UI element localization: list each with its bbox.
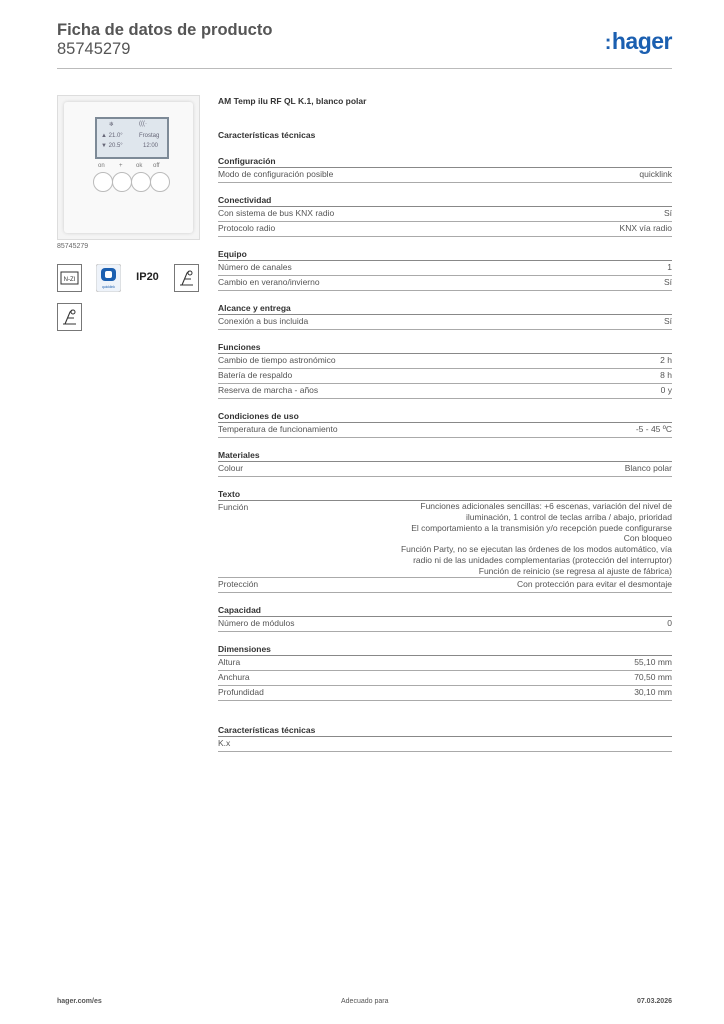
section-capacidad: Capacidad Número de módulos 0 [218, 605, 672, 632]
section-condiciones: Condiciones de uso Temperatura de funcionamiento -5 - 45 ºC [218, 411, 672, 438]
section-tech2: Características técnicas K.x [218, 725, 672, 752]
spec-row: K.x [218, 737, 672, 752]
spec-row: Temperatura de funcionamiento -5 - 45 ºC [218, 423, 672, 438]
footer-website: hager.com/es [57, 998, 102, 1005]
section-equipo: Equipo Número de canales 1 Cambio en verano/invierno Sí [218, 249, 672, 291]
device-button-ok [131, 172, 151, 192]
spec-row: Colour Blanco polar [218, 462, 672, 477]
header-divider [57, 68, 672, 69]
footer-center: Adecuado para [341, 998, 389, 1005]
spec-content [218, 96, 672, 752]
section-texto: Texto Función Funciones adicionales sencillas: +6 escenas, variación del nivel de iluminación, 1 control de teclas arriba / abajo, prioridad El comportamiento a la transmisión y/o recepción puede configurarse Con bloqueo Función Party, no se ejecutan las órdenes de los modos automático, vía radio ni de las unidades complementarias (protección del interruptor) Función de reinicio (se regresa al ajuste de fábrica) Protección Con protección para evitar el desmontaje [218, 489, 672, 593]
device-button-off [150, 172, 170, 192]
product-photo [57, 95, 200, 240]
spec-row: Conexión a bus incluida Sí [218, 315, 672, 330]
spec-row: Cambio de tiempo astronómico 2 h [218, 354, 672, 369]
spec-row: Protocolo radio KNX vía radio [218, 222, 672, 237]
svg-text:N-ZI: N-ZI [63, 277, 76, 283]
installer-icon [174, 264, 199, 292]
photo-caption: 85745279 [57, 243, 89, 250]
tester-icon [57, 264, 82, 292]
spec-row: Batería de respaldo 8 h [218, 369, 672, 384]
radio-icon: (((· [139, 121, 147, 127]
spec-row: Profundidad 30,10 mm [218, 686, 672, 701]
section-funciones: Funciones Cambio de tiempo astronómico 2 h Batería de respaldo 8 h Reserva de marcha - años 0 y [218, 342, 672, 399]
section-configuracion: Configuración Modo de configuración posible quicklink [218, 156, 672, 183]
spec-row: Reserva de marcha - años 0 y [218, 384, 672, 399]
product-number: 85745279 [57, 40, 131, 58]
spec-row: Protección Con protección para evitar el desmontaje [218, 578, 672, 593]
funcion-text: Funciones adicionales sencillas: +6 escenas, variación del nivel de iluminación, 1 control de teclas arriba / abajo, prioridad El comportamiento a la transmisión y/o recepción puede configurarse Con bloqueo Función Party, no se ejecutan las órdenes de los modos automático, vía radio ni de las unidades complementarias (protección del interruptor) Función de reinicio (se regresa al ajuste de fábrica) [400, 501, 672, 576]
ip20-icon: IP20 [135, 264, 160, 292]
section-dimensiones: Dimensiones Altura 55,10 mm Anchura 70,50 mm Profundidad 30,10 mm [218, 644, 672, 701]
hager-logo: :hager [604, 28, 672, 54]
spec-row: Número de módulos 0 [218, 617, 672, 632]
spec-row: Cambio en verano/invierno Sí [218, 276, 672, 291]
footer-date: 07.03.2026 [636, 998, 672, 1005]
tech-title: Características técnicas [218, 130, 316, 140]
svg-text:quicklink: quicklink [101, 285, 116, 289]
section-alcance: Alcance y entrega Conexión a bus incluida Sí [218, 303, 672, 330]
device-screen: ❄ (((· ▲ 21.0° ▼ 20.5° Frostag 12:00 [95, 117, 169, 159]
product-name: AM Temp ilu RF QL K.1, blanco polar [218, 96, 367, 106]
section-conectividad: Conectividad Con sistema de bus KNX radio Sí Protocolo radio KNX vía radio [218, 195, 672, 237]
page-header [57, 20, 672, 68]
snowflake-icon: ❄ [109, 122, 115, 128]
spec-row: Número de canales 1 [218, 261, 672, 276]
page-title: Ficha de datos de producto [57, 21, 273, 39]
device-render: ❄ (((· ▲ 21.0° ▼ 20.5° Frostag 12:00 on + ok off [64, 102, 193, 233]
installer-icon-2 [57, 303, 82, 331]
section-materiales: Materiales Colour Blanco polar [218, 450, 672, 477]
spec-row: Función Funciones adicionales sencillas: +6 escenas, variación del nivel de iluminación, 1 control de teclas arriba / abajo, prioridad El comportamiento a la transmisión y/o recepción puede configurarse Con bloqueo Función Party, no se ejecutan las órdenes de los modos automático, vía radio ni de las unidades complementarias (protección del interruptor) Función de reinicio (se regresa al ajuste de fábrica) [218, 501, 672, 576]
spec-row: Modo de configuración posible quicklink [218, 168, 672, 183]
spec-row: Anchura 70,50 mm [218, 671, 672, 686]
quicklink-icon [96, 264, 121, 292]
spec-row: Altura 55,10 mm [218, 656, 672, 671]
spec-row: Con sistema de bus KNX radio Sí [218, 207, 672, 222]
device-button-plus [112, 172, 132, 192]
device-button-on [93, 172, 113, 192]
